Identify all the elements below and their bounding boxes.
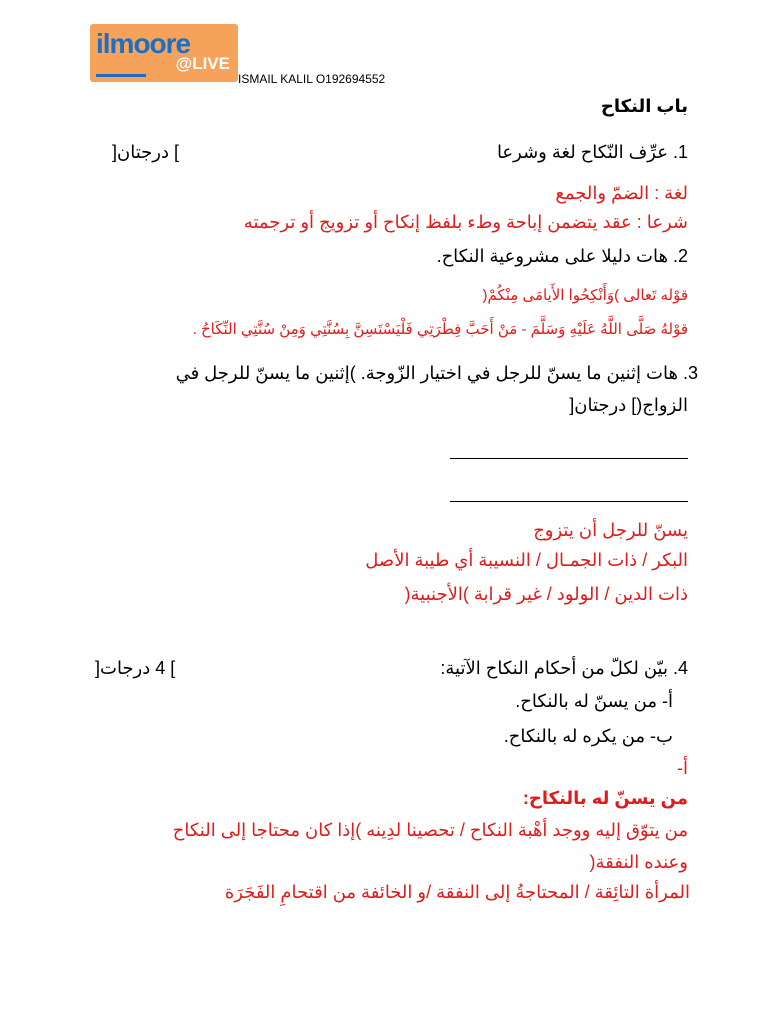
answer-4-line-3: المرأة التائِقة / المحتاجةُ إلى النفقة /و الخائفة من اقتحامِ الفَجَرَة (224, 882, 690, 902)
answer-4-heading: من يسنّ له بالنكاح: (522, 788, 688, 808)
question-1-marks: ] درجتان[ (112, 142, 179, 162)
question-4-marks: ] 4 درجات[ (95, 658, 176, 678)
answer-4-line-1: من يتوّق إليه ووجد أهْبة النكاح / تحصينا لدِينه )إذا كان محتاجا إلى النكاح (172, 820, 688, 840)
question-1: 1. عرِّف النّكاح لغة وشرعا (496, 142, 688, 162)
answer-blank-line-2 (450, 501, 688, 502)
answer-3-line-3: ذات الدين / الولود / غير قرابة )الأجنبية( (404, 584, 688, 604)
answer-1-shar: شرعا : عقد يتضمن إباحة وطء بلفظ إنكاح أو تزويج أو ترجمته (243, 212, 688, 232)
answer-4-alif: أ- (677, 758, 688, 778)
answer-blank-line-1 (450, 458, 688, 459)
ilmoore-logo (90, 24, 238, 82)
logo-live: @LIVE (175, 54, 230, 73)
answer-3-line-2: البكر / ذات الجمـال / النسيبة أي طيبة الأصل (365, 550, 688, 570)
question-3-line-1: 3. هات إثنين ما يسنّ للرجل في اختيار الزّوجة. )إثنين ما يسنّ للرجل في (175, 363, 698, 383)
question-4-part-a: أ- من يسنّ له بالنكاح. (515, 691, 673, 711)
question-4-part-b: ب- من يكره له بالنكاح. (503, 726, 673, 746)
answer-4-line-2: وعنده النفقة( (589, 852, 688, 872)
page-title: باب النكاح (600, 96, 688, 116)
question-4: 4. بيّن لكلّ من أحكام النكاح الآتية: (440, 658, 688, 678)
answer-2-quran: قوْله تَعالى )وَأَنْكِحُوا الأَيامَى مِنْكُمْ( (482, 287, 688, 304)
logo-brand: ilmoore (96, 28, 191, 59)
logo-bar (96, 74, 146, 77)
author-contact: ISMAIL KALIL O192694552 (238, 72, 386, 86)
question-2: 2. هات دليلا على مشروعية النكاح. (436, 246, 688, 266)
answer-1-lugha: لغة : الضمّ والجمع (555, 183, 688, 203)
question-3-line-2: الزواج(] درجتان[ (569, 395, 688, 415)
answer-2-hadith: قوْلهُ صَلَّى اللَّهُ عَلَيْهِ وَسَلَّمَ - مَنْ أَحَبَّ فِطْرَتِي فَلْيَسْتَسِنَّ بِسُنَّتِي وَمِنْ سُنَّتِي النِّكَاحُ . (192, 321, 688, 338)
answer-3-line-1: يسنّ للرجل أن يتزوج (533, 520, 688, 540)
